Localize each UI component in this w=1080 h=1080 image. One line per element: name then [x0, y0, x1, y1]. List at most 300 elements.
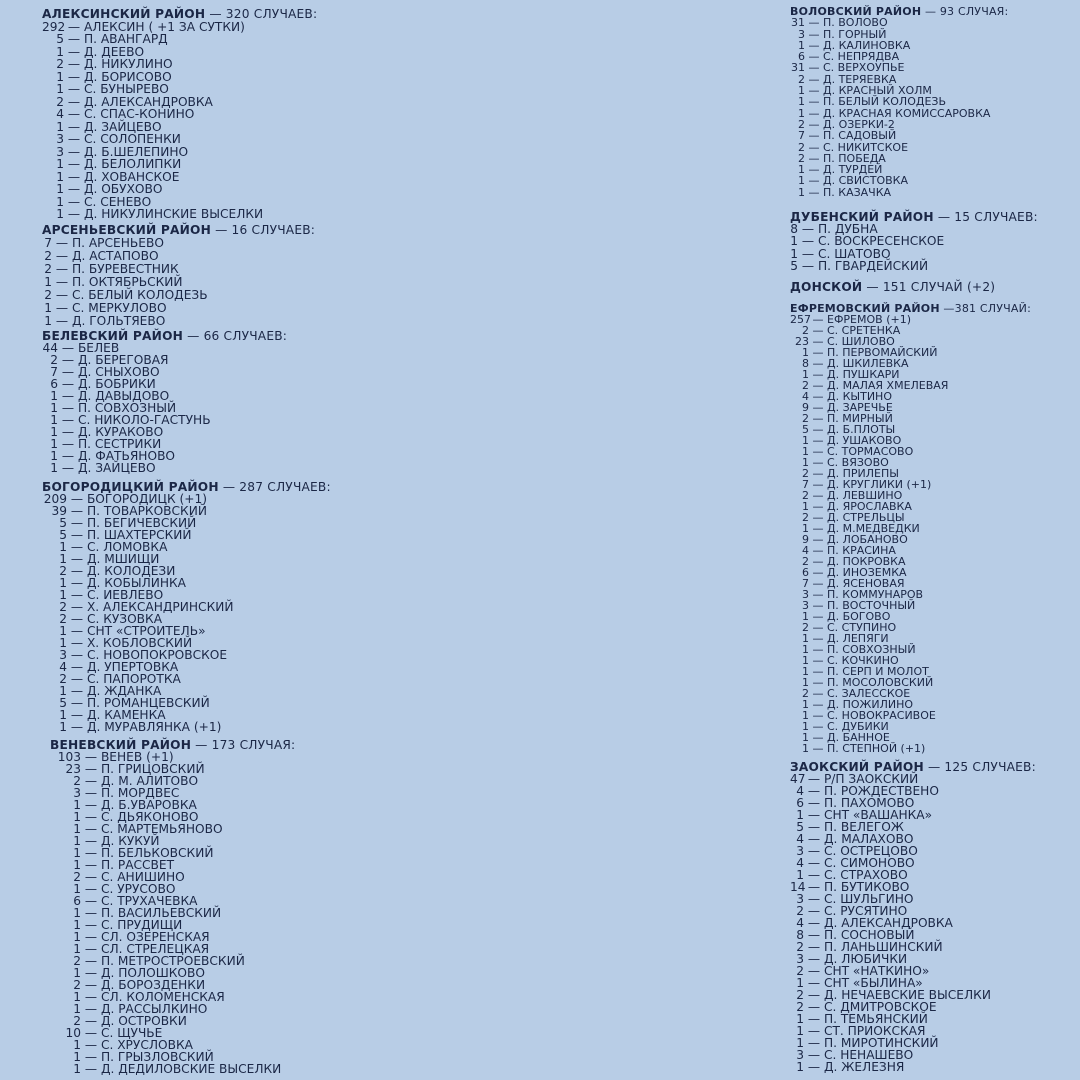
settlement-name: С. ШУЛЬГИНО [823, 892, 914, 906]
dash: — [809, 324, 827, 337]
case-count: 103 [57, 750, 81, 764]
case-count: 1 [73, 1038, 81, 1052]
settlement-name: С. ХРУСЛОВКА [100, 1038, 193, 1052]
settlement-name: Д. ПОЛОШКОВО [100, 966, 205, 980]
dash: — [67, 528, 87, 542]
settlement-name: Д. ЗАРЕЧЬЕ [827, 401, 893, 414]
settlement-name: Д. ЖДАНКА [86, 684, 162, 698]
case-count: 6 [796, 796, 804, 810]
dash: — [64, 44, 84, 59]
settlement-name: Д. Б.ПЛОТЫ [827, 423, 896, 436]
dash: — [58, 341, 78, 355]
settlement-name: С. ПРУДИЩИ [100, 918, 183, 932]
dash: — [67, 600, 87, 614]
dash: — [809, 709, 827, 722]
case-count: 1 [73, 918, 81, 932]
dash: — [805, 16, 823, 30]
district-block [790, 211, 1038, 272]
dash: — [804, 808, 824, 822]
settlement-name: Д. ПОКРОВКА [827, 555, 906, 568]
case-count: 1 [802, 632, 809, 645]
case-count: 6 [802, 566, 809, 579]
settlement-name: Д. БОРИСОВО [83, 69, 172, 84]
settlement-name: Д. ЯРОСЛАВКА [827, 500, 912, 513]
settlement-name: П. СОВХОЗНЫЙ [827, 643, 916, 656]
settlement-row [790, 260, 1038, 272]
dash: — [81, 954, 101, 968]
case-count: 1 [798, 106, 805, 120]
case-count: 8 [796, 928, 804, 942]
case-count: 1 [59, 684, 67, 698]
case-count: 2 [73, 954, 81, 968]
dash: — [81, 774, 101, 788]
settlement-name: П. ГРЫЗЛОВСКИЙ [100, 1050, 214, 1064]
settlement-name: СНТ «ВАШАНКА» [823, 808, 933, 822]
case-count: 1 [56, 157, 64, 171]
dash: — [81, 1026, 101, 1040]
settlement-name: С. КОЧКИНО [827, 654, 899, 667]
case-count: 1 [802, 456, 809, 469]
case-count: 2 [50, 353, 58, 367]
settlement-name: С. ОСТРЕЦОВО [823, 844, 918, 858]
dash: — [804, 904, 824, 918]
settlement-row [790, 1061, 1036, 1073]
case-count: 1 [798, 95, 805, 109]
case-count: 1 [73, 882, 81, 896]
dash: — [52, 262, 72, 276]
settlement-name: С. СИМОНОВО [823, 856, 915, 870]
dash: — [804, 1024, 824, 1038]
settlement-name: С. НОВОПОКРОВСКОЕ [86, 648, 228, 662]
case-count: 23 [795, 335, 809, 348]
dash: — [81, 1014, 101, 1028]
case-count: 1 [73, 822, 81, 836]
dash: — [809, 522, 827, 535]
case-count: 2 [802, 412, 809, 425]
case-count: 2 [44, 262, 52, 276]
case-count: 2 [73, 870, 81, 884]
dash: — [81, 822, 101, 836]
settlement-name: П. РОМАНЦЕВСКИЙ [86, 696, 210, 710]
dash: — [804, 784, 824, 798]
case-count: 2 [59, 612, 67, 626]
settlement-name: Д. ЗАЙЦЕВО [77, 461, 156, 475]
dash: — [58, 365, 78, 379]
dash: — [58, 437, 78, 451]
settlement-name: С. НОВОКРАСИВОЕ [827, 709, 936, 722]
case-count: 44 [42, 341, 58, 355]
dash: — [64, 182, 84, 196]
settlement-name: С. БУНЫРЕВО [83, 82, 169, 96]
dash: — [805, 163, 823, 177]
district-block [790, 303, 1031, 754]
case-count: 1 [802, 676, 809, 689]
district-total: — 287 СЛУЧАЕВ: [218, 480, 331, 494]
dash: — [809, 599, 827, 612]
case-count: 3 [798, 27, 805, 41]
settlement-name: Д. МАЛАЯ ХМЕЛЕВАЯ [827, 379, 949, 392]
settlement-name: П. ВАСИЛЬЕВСКИЙ [100, 906, 222, 920]
case-count: 47 [790, 772, 806, 786]
dash: — [809, 731, 827, 744]
case-count: 3 [796, 952, 804, 966]
case-count: 1 [59, 540, 67, 554]
settlement-name: С. ЗАЛЕССКОЕ [827, 687, 911, 700]
case-count: 2 [73, 978, 81, 992]
settlement-name: С. ЩУЧЬЕ [100, 1026, 163, 1040]
case-count: 1 [59, 624, 67, 638]
settlement-name: П. САДОВЫЙ [823, 129, 897, 143]
settlement-name: Д. ТУРДЕЙ [823, 163, 883, 177]
district-total: — 320 СЛУЧАЕВ: [205, 7, 318, 21]
settlement-name: П. СОСНОВЫЙ [823, 928, 915, 942]
settlement-name: С. ЛОМОВКА [86, 540, 168, 554]
settlement-name: Д. ФАТЬЯНОВО [77, 449, 176, 463]
case-count: 1 [790, 234, 798, 249]
district-title: ВЕНЕВСКИЙ РАЙОН [50, 738, 192, 752]
dash: — [64, 107, 84, 121]
settlement-name: П. БЕГИЧЕВСКИЙ [86, 516, 197, 530]
district-title: ДОНСКОЙ [790, 280, 863, 294]
dash: — [805, 27, 823, 41]
settlement-name: АЛЕКСИН ( +1 ЗА СУТКИ) [83, 19, 245, 34]
settlement-name: С. БЕЛЫЙ КОЛОДЕЗЬ [71, 288, 208, 302]
dash: — [81, 978, 101, 992]
case-count: 39 [51, 504, 67, 518]
case-count: 3 [56, 132, 64, 146]
settlement-name: С. ТОРМАСОВО [827, 445, 914, 458]
settlement-name: ЕФРЕМОВ (+1) [827, 313, 911, 326]
case-count: 1 [56, 44, 64, 59]
dash: — [809, 698, 827, 711]
settlement-name: СЛ. СТРЕЛЕЦКАЯ [100, 942, 210, 956]
dash: — [804, 844, 824, 858]
settlement-name: П. БЕЛЫЙ КОЛОДЕЗЬ [823, 95, 947, 109]
dash: — [804, 796, 824, 810]
dash: — [58, 449, 78, 463]
settlement-name: С. ШАТОВО [817, 246, 891, 261]
district-title: ЗАОКСКИЙ РАЙОН [790, 760, 924, 774]
settlement-name: С. НЕПРЯДВА [823, 50, 900, 64]
settlement-name: Д. ПОЖИЛИНО [827, 698, 914, 711]
dash: — [52, 288, 72, 302]
case-count: 7 [802, 577, 809, 590]
dash: — [809, 500, 827, 513]
case-count: 1 [802, 500, 809, 513]
dash: — [52, 314, 72, 328]
dash: — [809, 687, 827, 700]
settlement-name: Д. СНЫХОВО [77, 365, 160, 379]
settlement-name: П. ГВАРДЕЙСКИЙ [817, 258, 929, 273]
district-heading [790, 281, 995, 293]
settlement-name: П. ПЕРВОМАЙСКИЙ [827, 346, 938, 359]
case-count: 2 [802, 511, 809, 524]
case-count: 4 [796, 916, 804, 930]
district-total: — 173 СЛУЧАЯ: [191, 738, 296, 752]
settlement-name: СНТ «НАТКИНО» [823, 964, 930, 978]
dash: — [67, 540, 87, 554]
dash: — [809, 544, 827, 557]
dash: — [67, 624, 87, 638]
district-total: — 125 СЛУЧАЕВ: [923, 760, 1036, 774]
settlement-name: БОГОРОДИЦК (+1) [86, 492, 207, 506]
settlement-name: П. ВЕЛЕГОЖ [823, 820, 904, 834]
dash: — [805, 84, 823, 98]
settlement-name: С. УРУСОВО [100, 882, 176, 896]
dash: — [804, 940, 824, 954]
dash: — [81, 942, 101, 956]
settlement-name: С. ИЕВЛЕВО [86, 588, 164, 602]
case-count: 2 [802, 324, 809, 337]
case-count: 5 [796, 820, 804, 834]
settlement-name: П. БУТИКОВО [823, 880, 910, 894]
settlement-name: Д. КЫТИНО [827, 390, 892, 403]
case-count: 1 [73, 810, 81, 824]
settlement-name: Д. ПУШКАРИ [827, 368, 900, 381]
settlement-name: СЛ. ОЗЕРЕНСКАЯ [100, 930, 210, 944]
settlement-name: Д. БОГОВО [827, 610, 891, 623]
settlement-name: Д. РАССЫЛКИНО [100, 1002, 208, 1016]
dash: — [58, 401, 78, 415]
district-block [42, 224, 315, 328]
district-block [42, 330, 287, 474]
dash: — [804, 880, 824, 894]
settlement-name: С. МЕРКУЛОВО [71, 301, 167, 315]
settlement-name: Д. НИКУЛИНО [83, 57, 173, 71]
case-count: 14 [790, 880, 806, 894]
settlement-name: Д. БОБРИКИ [77, 377, 156, 391]
dash: — [809, 379, 827, 392]
case-count: 1 [59, 576, 67, 590]
case-count: 1 [802, 720, 809, 733]
case-count: 1 [56, 194, 64, 209]
case-count: 4 [59, 660, 67, 674]
dash: — [81, 1062, 101, 1076]
settlement-name: С. СПАС-КОНИНО [83, 107, 195, 121]
settlement-name: Д. М.МЕДВЕДКИ [827, 522, 920, 535]
dash: — [81, 858, 101, 872]
settlement-name: Д. ОБУХОВО [83, 182, 163, 196]
settlement-name: П. ГРИЦОВСКИЙ [100, 762, 205, 776]
dash: — [804, 1000, 824, 1014]
dash: — [58, 413, 78, 427]
case-count: 31 [791, 61, 805, 75]
case-count: 1 [796, 1036, 804, 1050]
case-count: 9 [802, 401, 809, 414]
settlement-name: СТ. ПРИОКСКАЯ [823, 1024, 926, 1038]
dash: — [809, 434, 827, 447]
case-count: 6 [73, 894, 81, 908]
case-count: 10 [65, 1026, 81, 1040]
case-count: 1 [73, 1002, 81, 1016]
case-count: 1 [802, 346, 809, 359]
settlement-name: П. ЛАНЬШИНСКИЙ [823, 940, 943, 954]
dash: — [805, 61, 823, 75]
case-count: 257 [790, 313, 811, 326]
case-count: 1 [59, 636, 67, 650]
dash: — [67, 564, 87, 578]
dash: — [67, 672, 87, 686]
settlement-name: С. ДУБИКИ [827, 720, 889, 733]
settlement-name: Д. ХОВАНСКОЕ [83, 169, 180, 184]
settlement-name: С. АНИШИНО [100, 870, 185, 884]
dash: — [809, 445, 827, 458]
dash: — [58, 353, 78, 367]
settlement-name: Х. АЛЕКСАНДРИНСКИЙ [86, 600, 234, 614]
case-count: 1 [73, 930, 81, 944]
dash: — [67, 612, 87, 626]
settlement-name: С. ДЬЯКОНОВО [100, 810, 199, 824]
dash: — [81, 762, 101, 776]
settlement-name: Д. КУРАКОВО [77, 425, 164, 439]
dash: — [81, 1038, 101, 1052]
dash: — [805, 129, 823, 143]
dash: — [804, 916, 824, 930]
dash: — [64, 119, 84, 134]
dash: — [81, 930, 101, 944]
settlement-name: П. РАССВЕТ [100, 858, 175, 872]
dash: — [64, 94, 84, 109]
settlement-name: П. МОСОЛОВСКИЙ [827, 676, 934, 689]
dash: — [64, 32, 84, 46]
dash: — [64, 57, 84, 71]
case-count: 1 [798, 174, 805, 188]
dash: — [67, 696, 87, 710]
settlement-name: Д. БЕЛОЛИПКИ [83, 157, 182, 171]
case-count: 5 [56, 32, 64, 46]
dash: — [809, 357, 827, 370]
district-title: БОГОРОДИЦКИЙ РАЙОН [42, 480, 219, 494]
dash: — [809, 423, 827, 436]
settlement-name: П. АРСЕНЬЕВО [71, 236, 164, 250]
settlement-name: Д. СВИСТОВКА [823, 174, 908, 188]
dash: — [52, 236, 72, 250]
case-count: 1 [50, 449, 58, 463]
dash: — [809, 720, 827, 733]
dash: — [809, 368, 827, 381]
case-count: 2 [73, 1014, 81, 1028]
case-count: 1 [802, 643, 809, 656]
dash: — [804, 856, 824, 870]
case-count: 1 [56, 169, 64, 184]
dash: — [809, 346, 827, 359]
dash: — [64, 69, 84, 84]
dash: — [798, 234, 818, 249]
case-count: 5 [802, 423, 809, 436]
settlement-name: Д. ЛЮБИЧКИ [823, 952, 908, 966]
case-count: 9 [802, 533, 809, 546]
settlement-name: П. ОКТЯБРЬСКИЙ [71, 275, 183, 289]
dash: — [804, 820, 824, 834]
case-count: 2 [798, 117, 805, 131]
dash: — [809, 533, 827, 546]
dash: — [58, 389, 78, 403]
dash: — [809, 676, 827, 689]
dash: — [805, 185, 823, 199]
dash: — [809, 555, 827, 568]
settlement-name: Д. ЛЕПЯГИ [827, 632, 889, 645]
case-count: 1 [796, 1012, 804, 1026]
dash: — [805, 72, 823, 86]
case-count: 7 [50, 365, 58, 379]
dash: — [64, 132, 84, 146]
settlement-name: Д. УШАКОВО [827, 434, 902, 447]
dash: — [804, 928, 824, 942]
case-count: 7 [44, 236, 52, 250]
settlement-name: БЕЛЕВ [77, 341, 120, 355]
case-count: 8 [790, 222, 798, 237]
case-count: 4 [796, 784, 804, 798]
case-count: 2 [802, 379, 809, 392]
settlement-name: Д. УПЕРТОВКА [86, 660, 179, 674]
dash: — [67, 636, 87, 650]
settlement-name: Д. ПРИЛЕПЫ [827, 467, 899, 480]
dash: — [81, 810, 101, 824]
settlement-name: Д. М. АЛИТОВО [100, 774, 199, 788]
settlement-name: Д. ТЕРЯЕВКА [823, 72, 897, 86]
case-count: 1 [50, 437, 58, 451]
case-count: 1 [796, 1060, 804, 1074]
dash: — [809, 478, 827, 491]
case-count: 1 [802, 610, 809, 623]
dash: — [67, 648, 87, 662]
dash: — [52, 301, 72, 315]
settlement-name: Д. МШИЩИ [86, 552, 160, 566]
case-count: 3 [802, 599, 809, 612]
settlement-name: П. СОВХОЗНЫЙ [77, 401, 177, 415]
case-count: 1 [802, 709, 809, 722]
dash: — [67, 720, 87, 734]
case-count: 1 [796, 976, 804, 990]
dash: — [804, 1060, 824, 1074]
settlement-name: Д. ЗАЙЦЕВО [83, 119, 162, 134]
case-count: 209 [43, 492, 67, 506]
case-count: 1 [802, 522, 809, 535]
settlement-name: П. КАЗАЧКА [823, 185, 892, 199]
district-title: ЕФРЕМОВСКИЙ РАЙОН [790, 302, 940, 315]
settlement-name: Д. ОЗЕРКИ-2 [823, 117, 895, 131]
district-title: АЛЕКСИНСКИЙ РАЙОН [42, 7, 206, 21]
district-title: АРСЕНЬЕВСКИЙ РАЙОН [42, 223, 212, 237]
case-count: 2 [796, 988, 804, 1002]
case-count: 1 [802, 698, 809, 711]
case-count: 1 [796, 1024, 804, 1038]
case-count: 5 [59, 696, 67, 710]
settlement-name: Д. ИНОЗЕМКА [827, 566, 907, 579]
settlement-name: Д. КОЛОДЕЗИ [86, 564, 176, 578]
case-count: 1 [56, 207, 64, 221]
case-count: 1 [73, 966, 81, 980]
settlement-name: П. МИРНЫЙ [827, 412, 893, 425]
dash: — [809, 511, 827, 524]
settlement-name: С. СТУПИНО [827, 621, 897, 634]
district-block [790, 6, 1008, 198]
case-count: 4 [56, 107, 64, 121]
settlement-name: С. ДМИТРОВСКОЕ [823, 1000, 937, 1014]
dash: — [809, 621, 827, 634]
dash: — [805, 106, 823, 120]
dash: — [809, 467, 827, 480]
dash: — [804, 988, 824, 1002]
case-count: 5 [59, 516, 67, 530]
case-count: 3 [796, 892, 804, 906]
case-count: 2 [44, 249, 52, 263]
dash: — [804, 892, 824, 906]
dash: — [64, 144, 84, 159]
settlement-name: С. СТРАХОВО [823, 868, 908, 882]
case-count: 1 [44, 301, 52, 315]
dash: — [798, 246, 818, 261]
